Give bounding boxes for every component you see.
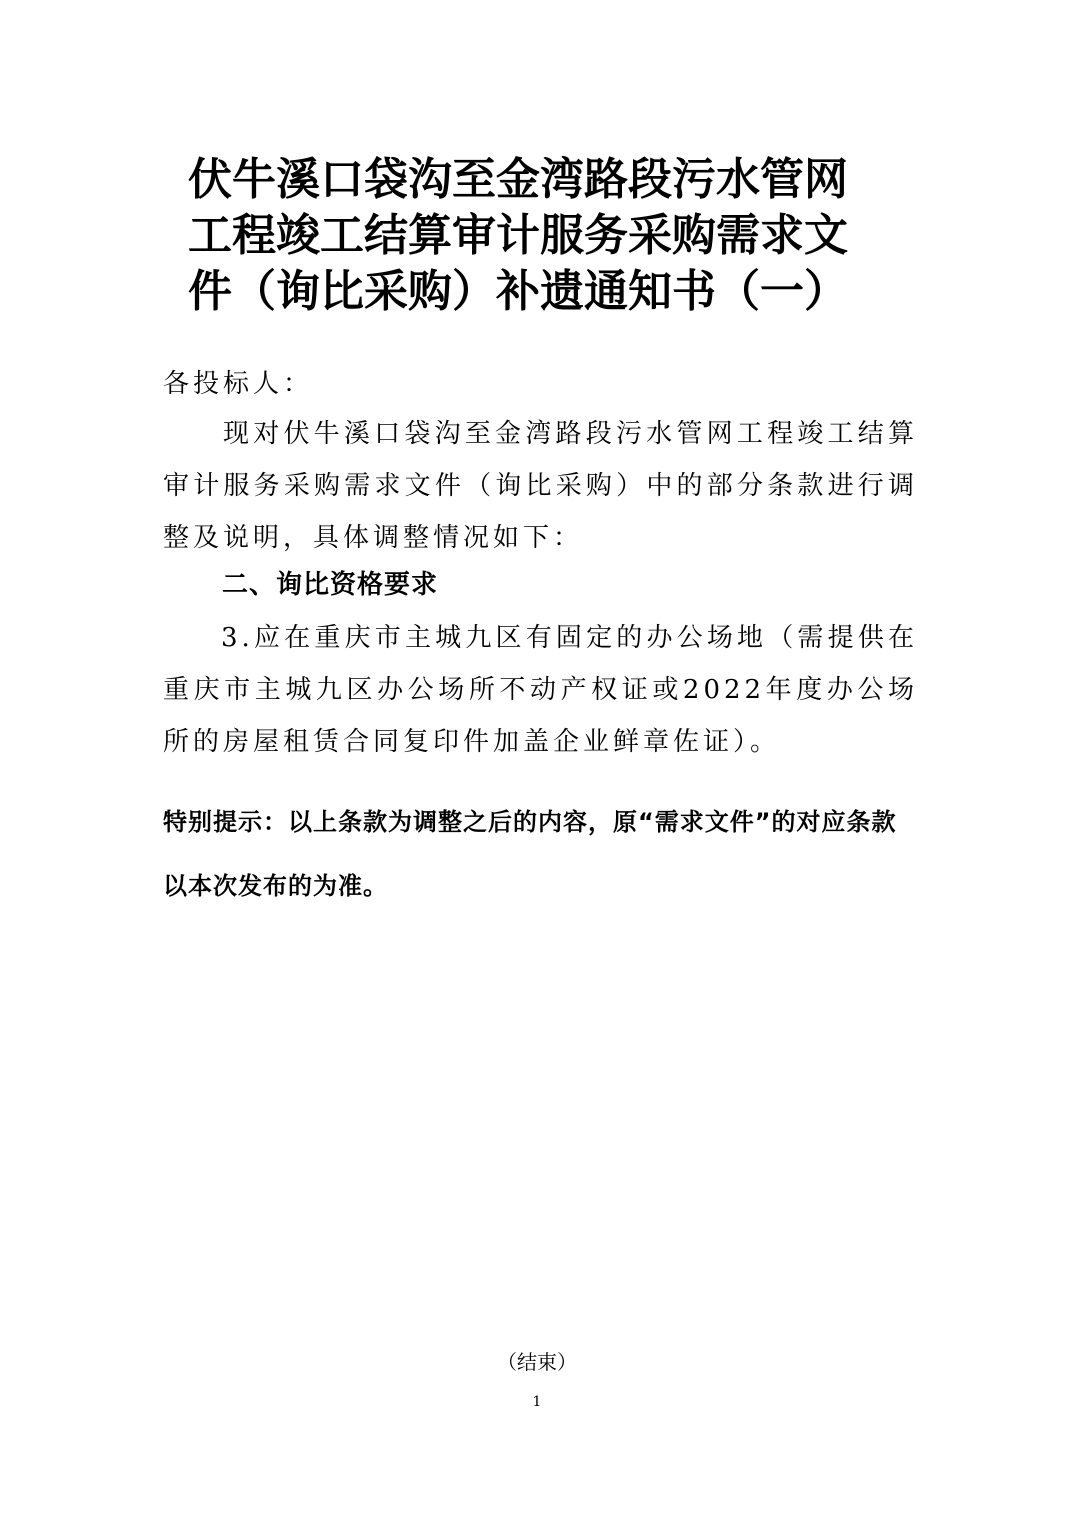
section-heading: 二、询比资格要求 — [222, 570, 439, 600]
page-number: 1 — [532, 1394, 542, 1410]
salutation: 各投标人： — [163, 369, 314, 399]
special-notice: 特别提示：以上条款为调整之后的内容，原“需求文件”的对应条款以本次发布的为准。 — [163, 808, 897, 900]
title-line-3: 件（询比采购）补遗通知书（一） — [188, 266, 848, 317]
requirement-paragraph: 3.应在重庆市主城九区有固定的办公场地（需提供在重庆市主城九区办公场所不动产权证或2022年度办公场所的房屋租赁合同复印件加盖企业鲜章佐证）。 — [163, 623, 918, 757]
end-mark: （结束） — [497, 1350, 577, 1374]
title-line-1: 伏牛溪口袋沟至金湾路段污水管网 — [188, 154, 848, 205]
title-line-2: 工程竣工结算审计服务采购需求文 — [188, 210, 848, 261]
document-title — [188, 152, 918, 320]
intro-paragraph: 现对伏牛溪口袋沟至金湾路段污水管网工程竣工结算审计服务采购需求文件（询比采购）中的部分条款进行调整及说明，具体调整情况如下： — [163, 419, 918, 553]
